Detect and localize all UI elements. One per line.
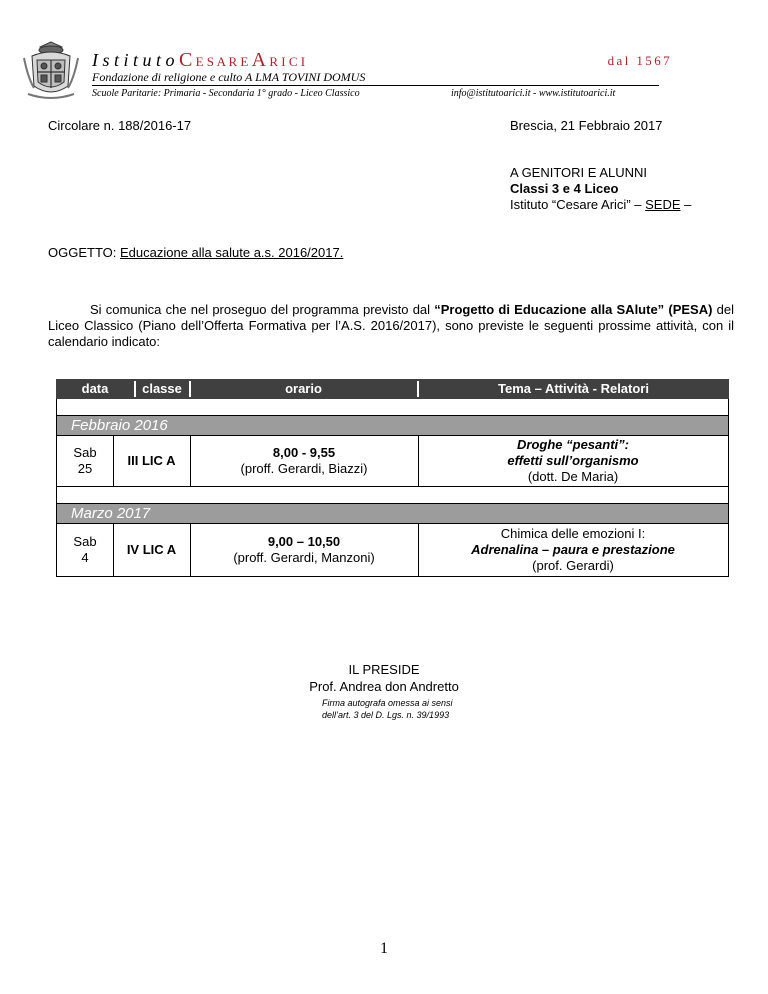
month-band: Marzo 2017 — [56, 504, 729, 524]
row-topic-cell — [418, 524, 728, 576]
institute-title — [92, 49, 305, 72]
recipient-line-1: A GENITORI E ALUNNI — [510, 165, 648, 180]
table-spacer — [56, 487, 729, 504]
header-orario: orario — [285, 381, 322, 396]
row-date-cell — [57, 524, 113, 576]
header-tema: Tema – Attività - Relatori — [498, 381, 649, 396]
signature-note-line-1: Firma autografa omessa ai sensi — [322, 698, 453, 708]
founding-year: dal 1567 — [607, 53, 672, 68]
row-date: 25 — [77, 461, 93, 476]
row-speaker: (prof. Gerardi) — [532, 558, 614, 573]
table-row — [56, 524, 729, 577]
row-topic-line-2: effetti sull’organismo — [507, 453, 639, 468]
title-part-4: R I C I — [266, 54, 306, 69]
row-day: Sab — [73, 445, 97, 460]
page-number: 1 — [380, 940, 388, 957]
row-time: 8,00 - 9,55 — [272, 445, 336, 460]
month-band: Febbraio 2016 — [56, 416, 729, 436]
title-part-3: A — [251, 49, 267, 71]
table-header — [56, 379, 729, 399]
recipient-block — [510, 165, 691, 213]
body-part-1: Si comunica che nel proseguo del programma previsto dal — [90, 302, 435, 317]
row-topic-line-1: Chimica delle emozioni I: — [500, 526, 646, 541]
row-time-cell — [190, 436, 418, 486]
header-data: data — [81, 381, 109, 396]
subject-text: Educazione alla salute a.s. 2016/2017. — [120, 245, 344, 260]
recipient-institute: Istituto “Cesare Arici” – — [510, 197, 646, 212]
body-paragraph — [48, 302, 734, 350]
row-teachers: (proff. Gerardi, Biazzi) — [240, 461, 368, 476]
row-day: Sab — [73, 534, 97, 549]
header-divider — [92, 85, 659, 86]
foundation-subtitle: Fondazione di religione e culto A LMA TOVINI DOMUS — [92, 70, 366, 84]
title-part-0: I s t i t u t o — [92, 50, 180, 70]
header-classe: classe — [142, 381, 182, 396]
row-date: 4 — [81, 550, 89, 565]
circular-number: Circolare n. 188/2016-17 — [48, 118, 192, 133]
recipient-line-3 — [510, 197, 691, 213]
recipient-line-2: Classi 3 e 4 Liceo — [510, 181, 619, 196]
table-spacer — [56, 399, 729, 416]
subject-line — [48, 245, 343, 261]
row-date-cell — [57, 436, 113, 486]
signature-role: IL PRESIDE — [348, 662, 420, 677]
contacts-line: info@istitutoarici.it - www.istitutoarici.it — [451, 88, 616, 99]
row-teachers: (proff. Gerardi, Manzoni) — [233, 550, 375, 565]
row-time: 9,00 – 10,50 — [267, 534, 341, 549]
row-time-cell — [190, 524, 418, 576]
signature-name: Prof. Andrea don Andretto — [309, 679, 459, 694]
row-topic-line-1: Droghe “pesanti”: — [517, 437, 629, 452]
row-class: III LIC A — [127, 453, 176, 468]
schools-line: Scuole Paritarie: Primaria - Secondaria 1° grado - Liceo Classico — [92, 88, 360, 99]
schedule-table — [56, 379, 729, 577]
row-topic-cell — [418, 436, 728, 486]
signature-block — [0, 661, 768, 695]
title-part-2: E S A R E — [192, 54, 252, 69]
row-topic-line-2: Adrenalina – paura e prestazione — [471, 542, 675, 557]
row-class: IV LIC A — [126, 542, 177, 557]
signature-note — [322, 697, 453, 721]
letter-date: Brescia, 21 Febbraio 2017 — [510, 118, 663, 133]
table-row — [56, 436, 729, 487]
recipient-dash: – — [680, 197, 692, 212]
institute-crest-logo — [20, 38, 82, 102]
title-part-1: C — [179, 49, 193, 71]
body-project-name: “Progetto di Educazione alla SAlute” (PESA) — [434, 302, 713, 317]
signature-note-line-2: dell’art. 3 del D. Lgs. n. 39/1993 — [322, 710, 450, 720]
subject-label: OGGETTO: — [48, 245, 120, 260]
body-part-2: del Liceo Classico (Piano dell’Offerta Formativa per l’A.S. 2016/2017), sono previste le seguenti prossime attività, con il calendario indicato: — [48, 302, 735, 349]
row-speaker: (dott. De Maria) — [527, 469, 619, 484]
recipient-sede: SEDE — [645, 197, 681, 212]
